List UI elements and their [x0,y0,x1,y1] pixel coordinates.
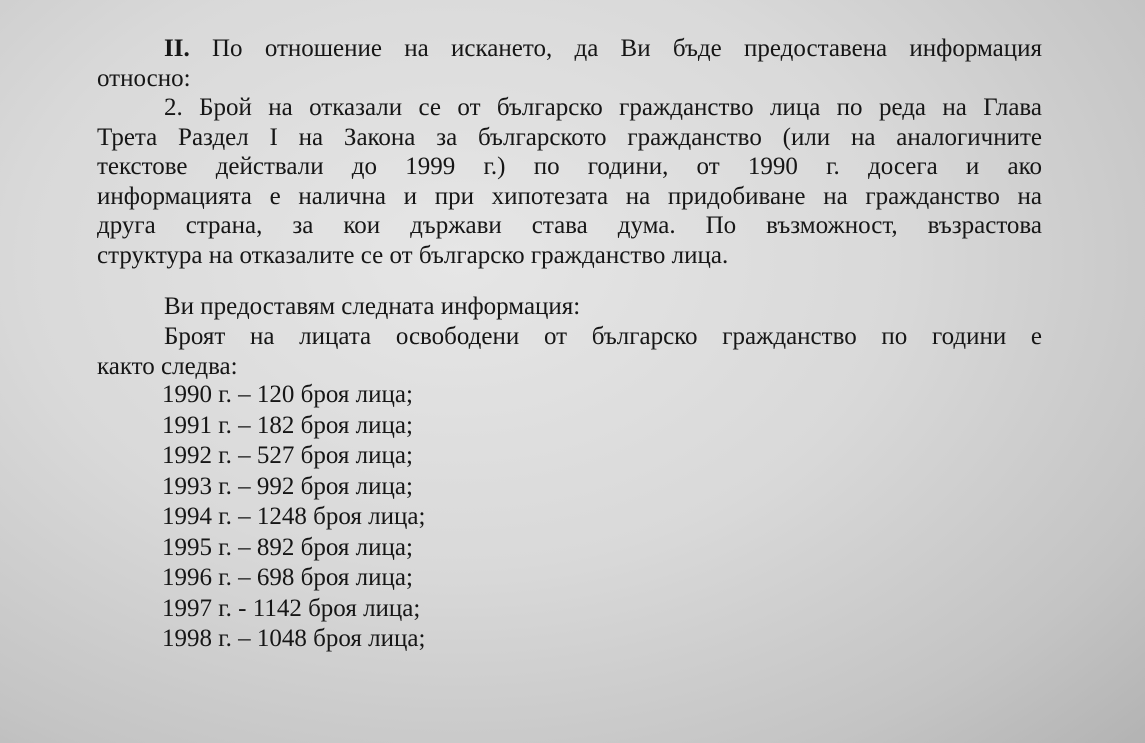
section-heading [97,34,1042,93]
section-heading-text: По отношение на искането, да Ви бъде предоставена информация [212,35,1043,62]
response-intro-line: Ви предоставям следната информация: [164,293,581,320]
request-item-line-4: информацията е налична и при хипотезата на придобиване на гражданство на [97,182,1042,210]
list-item: 1990 г. – 120 броя лица; [162,381,413,408]
count-paragraph [97,322,1042,381]
request-item-paragraph [97,93,1042,270]
count-line-1: Броят на лицата освободени от българско гражданство по години е [164,323,1042,350]
section-heading-line-1 [97,34,1042,64]
list-item: 1997 г. - 1142 броя лица; [162,594,421,622]
section-heading-line-2: относно: [97,64,191,92]
list-item: 1991 г. – 182 броя лица; [162,411,413,439]
count-line-2: както следва: [97,352,238,380]
yearly-count-list [162,380,425,655]
list-item: 1994 г. – 1248 броя лица; [162,503,426,530]
list-item: 1996 г. – 698 броя лица; [162,564,413,591]
request-item-line-2: Трета Раздел I на Закона за българското гражданство (или на аналогичните [97,123,1042,151]
request-item-line-3: текстове действали до 1999 г.) по години, от 1990 г. досега и ако [97,153,1042,180]
list-item: 1995 г. – 892 броя лица; [162,533,413,561]
section-numeral: II. [164,35,190,62]
request-item-line-6: структура на отказалите се от българско гражданство лица. [97,241,729,269]
response-intro [97,292,1042,322]
list-item: 1998 г. – 1048 броя лица; [162,625,426,652]
list-item: 1993 г. – 992 броя лица; [162,472,413,500]
request-item-line-1: 2. Брой на отказали се от българско гражданство лица по реда на Глава [164,94,1042,121]
list-item: 1992 г. – 527 броя лица; [162,442,413,469]
request-item-line-5: друга страна, за кои държави става дума. По възможност, възрастова [97,212,1042,239]
